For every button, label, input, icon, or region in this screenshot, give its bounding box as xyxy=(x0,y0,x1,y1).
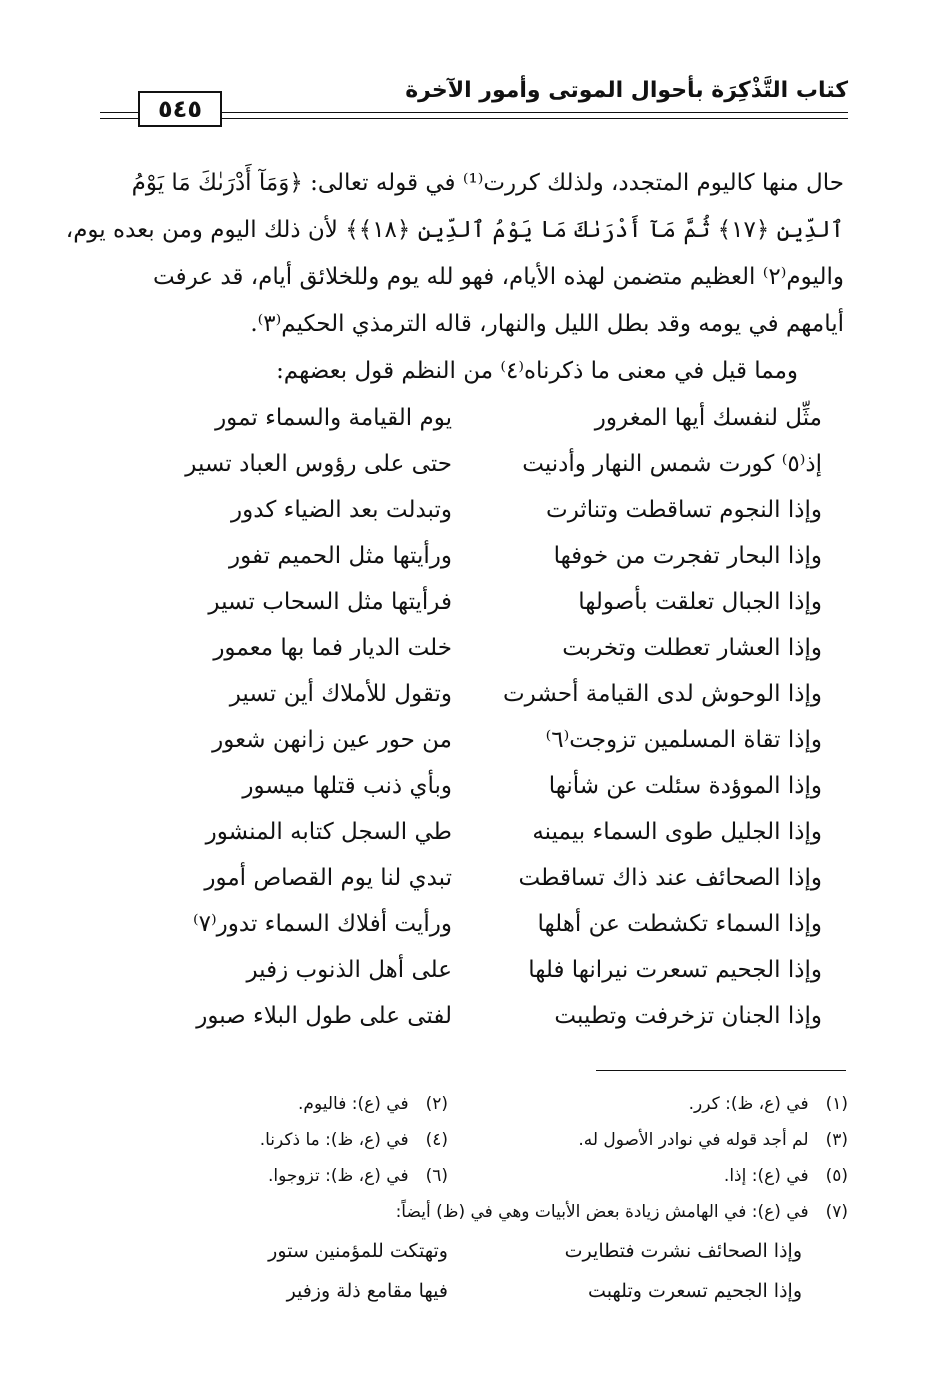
footnote-2 xyxy=(298,1086,448,1122)
verse-line: وإذا الجحيم تسعرت نيرانها فلها xyxy=(528,957,822,983)
verse-line: وإذا الوحوش لدى القيامة أحشرت xyxy=(502,681,822,707)
footnote-text: لم أجد قوله في نوادر الأصول له. xyxy=(578,1130,809,1150)
footnote-verse-2b: فيها مقامع ذلة وزفير xyxy=(286,1280,448,1302)
verse-line: وإذا الجنان تزخرفت وتطيبت xyxy=(554,1003,822,1029)
body-line-3: واليوم⁽٢⁾ العظيم متضمن لهذه الأيام، فهو لله يوم وللخلائق أيام، قد عرفت xyxy=(153,264,844,290)
verse-line: على أهل الذنوب زفير xyxy=(246,957,452,983)
verse-line: وإذا البحار تفجرت من خوفها xyxy=(553,543,822,569)
verse-line: مثِّل لنفسك أيها المغرور xyxy=(594,405,822,431)
footnote-5 xyxy=(724,1158,848,1194)
footnote-text: في (ع): إذا. xyxy=(723,1166,809,1186)
footnote-7 xyxy=(396,1194,848,1230)
poem-first-hemistichs xyxy=(502,395,822,1039)
footnote-rule xyxy=(596,1070,846,1071)
verse-line: يوم القيامة والسماء تمور xyxy=(215,405,452,431)
verse-line: خلت الديار فما بها معمور xyxy=(213,635,452,661)
footnote-number: (٤) xyxy=(425,1130,448,1150)
verse-line: وإذا النجوم تساقطت وتناثرت xyxy=(546,497,822,523)
footnote-1 xyxy=(689,1086,848,1122)
verse-line: وإذا السماء تكشطت عن أهلها xyxy=(537,911,822,937)
verse-line: تبدي لنا يوم القصاص أمور xyxy=(204,865,452,891)
footnote-verse-2a: وإذا الجحيم تسعرت وتلهبت xyxy=(588,1280,802,1302)
footnote-text: في (ع): فاليوم. xyxy=(298,1094,409,1114)
verse-line: ورأيت أفلاك السماء تدور⁽٧⁾ xyxy=(193,911,452,937)
footnote-number: (٣) xyxy=(825,1130,848,1150)
verse-line: طي السجل كتابه المنشور xyxy=(205,819,452,845)
verse-line: وتقول للأملاك أين تسير xyxy=(229,681,452,707)
verse-line: إذ⁽٥⁾ كورت شمس النهار وأدنيت xyxy=(522,451,822,477)
verse-line: حتى على رؤوس العباد تسير xyxy=(185,451,452,477)
verse-line: فرأيتها مثل السحاب تسير xyxy=(208,589,452,615)
verse-line: ورأيتها مثل الحميم تفور xyxy=(229,543,452,569)
footnote-verse-1b: وتهتكت للمؤمنين ستور xyxy=(268,1240,448,1262)
footnote-verse-1a: وإذا الصحائف نشرت فتطايرت xyxy=(564,1240,802,1262)
footnote-text: في (ع، ظ): كرر. xyxy=(688,1094,809,1114)
footnote-number: (٦) xyxy=(425,1166,448,1186)
verse-line: وإذا الجليل طوى السماء بيمينه xyxy=(532,819,822,845)
footnote-6 xyxy=(268,1158,448,1194)
verse-line: وبأي ذنب قتلها ميسور xyxy=(242,773,452,799)
verse-line: وإذا الموؤدة سئلت عن شأنها xyxy=(548,773,822,799)
poem-second-hemistichs xyxy=(122,395,452,1039)
footnote-number: (٢) xyxy=(425,1094,448,1114)
footnote-text: في (ع): في الهامش زيادة بعض الأبيات وهي في (ظ) أيضاً: xyxy=(395,1202,809,1222)
page-number: ٥٤٥ xyxy=(138,91,222,127)
footnote-number: (١) xyxy=(825,1094,848,1114)
footnote-number: (٧) xyxy=(825,1202,848,1222)
verse-line: وإذا العشار تعطلت وتخربت xyxy=(562,635,822,661)
footnote-4 xyxy=(260,1122,448,1158)
verse-line: وإذا الصحائف عند ذاك تساقطت xyxy=(518,865,822,891)
verse-line: لفتى على طول البلاء صبور xyxy=(196,1003,452,1029)
footnote-3 xyxy=(578,1122,848,1158)
verse-line: وإذا الجبال تعلقت بأصولها xyxy=(578,589,822,615)
running-header-title: كتاب التَّذْكِرَة بأحوال الموتى وأمور الآخرة xyxy=(405,78,848,103)
body-line-1: حال منها كاليوم المتجدد، ولذلك كررت⁽¹⁾ في قوله تعالى: ﴿وَمَآ أَدْرَىٰكَ مَا يَوْمُ xyxy=(131,170,844,196)
footnote-text: في (ع، ظ): ما ذكرنا. xyxy=(259,1130,409,1150)
verse-line: وإذا تقاة المسلمين تزوجت⁽٦⁾ xyxy=(545,727,822,753)
footnote-text: في (ع، ظ): تزوجوا. xyxy=(268,1166,409,1186)
body-line-2: ٱلدِّينِ ﴿١٧﴾ ثُمَّ مَآ أَدْرَىٰكَ مَا يَوْمُ ٱلدِّينِ ﴿١٨﴾﴾ لأن ذلك اليوم ومن بعده يوم، xyxy=(65,217,844,243)
footnote-number: (٥) xyxy=(825,1166,848,1186)
body-line-4: أيامهم في يومه وقد بطل الليل والنهار، قاله الترمذي الحكيم⁽٣⁾. xyxy=(250,311,844,337)
verse-line: وتبدلت بعد الضياء كدور xyxy=(231,497,452,523)
poem-intro: ومما قيل في معنى ما ذكرناه⁽٤⁾ من النظم قول بعضهم: xyxy=(276,358,798,384)
verse-line: من حور عين زانهن شعور xyxy=(212,727,452,753)
